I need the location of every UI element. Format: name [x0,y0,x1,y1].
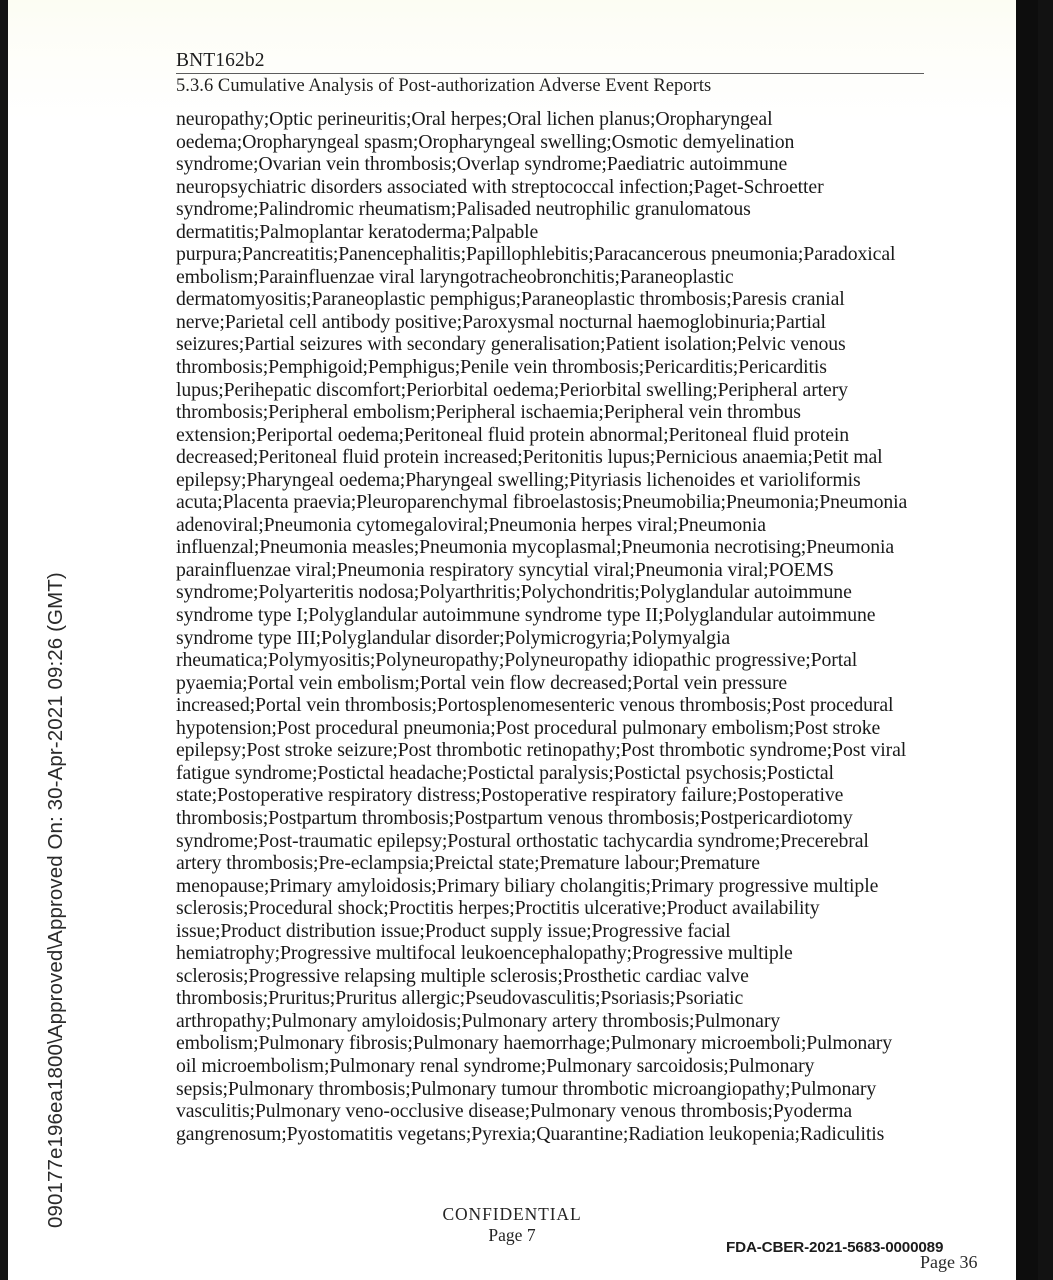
term-list-line: adenoviral;Pneumonia cytomegaloviral;Pneumonia herpes viral;Pneumonia [176,513,766,536]
approval-watermark: 090177e196ea1800\Approved\Approved On: 30-Apr-2021 09:26 (GMT) [44,572,67,1228]
term-list-line: extension;Periportal oedema;Peritoneal fluid protein abnormal;Peritoneal fluid protein [176,423,850,446]
confidential-label: CONFIDENTIAL [442,1204,582,1224]
term-list-line: issue;Product distribution issue;Product supply issue;Progressive facial [176,919,731,942]
term-list-line: fatigue syndrome;Postictal headache;Postictal paralysis;Postictal psychosis;Postictal [176,761,834,784]
term-list-line: vasculitis;Pulmonary veno-occlusive disease;Pulmonary venous thrombosis;Pyoderma [176,1100,853,1123]
term-list-line: embolism;Parainfluenzae viral laryngotracheobronchitis;Paraneoplastic [176,265,734,288]
viewer-right-edge [1016,0,1038,1280]
term-list-line: gangrenosum;Pyostomatitis vegetans;Pyrexia;Quarantine;Radiation leukopenia;Radiculitis [176,1122,885,1145]
term-list-line: state;Postoperative respiratory distress;Postoperative respiratory failure;Postoperative [176,784,844,807]
term-list-line: sclerosis;Progressive relapsing multiple sclerosis;Prosthetic cardiac valve [176,964,749,987]
term-list-line: thrombosis;Pruritus;Pruritus allergic;Pseudovasculitis;Psoriasis;Psoriatic [176,987,744,1010]
term-list-line: rheumatica;Polymyositis;Polyneuropathy;Polyneuropathy idiopathic progressive;Portal [176,649,858,672]
term-list-line: parainfluenzae viral;Pneumonia respiratory syncytial viral;Pneumonia viral;POEMS [176,558,834,581]
term-list-line: oil microembolism;Pulmonary renal syndrome;Pulmonary sarcoidosis;Pulmonary [176,1054,815,1077]
term-list-line: syndrome;Ovarian vein thrombosis;Overlap syndrome;Paediatric autoimmune [176,153,788,176]
term-list-line: syndrome;Post-traumatic epilepsy;Postural orthostatic tachycardia syndrome;Precerebral [176,829,869,852]
vertical-scrollbar-track[interactable] [1038,0,1053,1280]
term-list-line: pyaemia;Portal vein embolism;Portal vein flow decreased;Portal vein pressure [176,671,788,694]
term-list-line: dermatomyositis;Paraneoplastic pemphigus;Paraneoplastic thrombosis;Paresis cranial [176,288,845,311]
document-code: BNT162b2 [176,50,265,71]
term-list-line: acuta;Placenta praevia;Pleuroparenchymal fibroelastosis;Pneumobilia;Pneumonia;Pneumonia [176,491,908,514]
term-list-line: menopause;Primary amyloidosis;Primary biliary cholangitis;Primary progressive multiple [176,874,879,897]
term-list-line: arthropathy;Pulmonary amyloidosis;Pulmonary artery thrombosis;Pulmonary [176,1009,781,1032]
term-list-line: epilepsy;Pharyngeal oedema;Pharyngeal swelling;Pityriasis lichenoides et varioliformis [176,468,861,491]
term-list-line: thrombosis;Pemphigoid;Pemphigus;Penile vein thrombosis;Pericarditis;Pericarditis [176,356,827,379]
term-list-line: thrombosis;Postpartum thrombosis;Postpartum venous thrombosis;Postpericardiotomy [176,806,853,829]
term-list-line: oedema;Oropharyngeal spasm;Oropharyngeal swelling;Osmotic demyelination [176,130,795,153]
page-number-label: Page 7 [488,1225,536,1246]
term-list-line: dermatitis;Palmoplantar keratoderma;Palpable [176,220,539,243]
term-list-line: syndrome type I;Polyglandular autoimmune syndrome type II;Polyglandular autoimmune [176,604,876,627]
term-list-line: neuropsychiatric disorders associated with streptococcal infection;Paget-Schroetter [176,175,824,198]
term-list-line: neuropathy;Optic perineuritis;Oral herpes;Oral lichen planus;Oropharyngeal [176,108,773,130]
term-list-line: syndrome;Palindromic rheumatism;Palisaded neutrophilic granulomatous [176,198,751,221]
document-page [8,0,1016,1280]
term-list-line: sclerosis;Procedural shock;Proctitis herpes;Proctitis ulcerative;Product availability [176,897,820,920]
viewer-left-edge [0,0,8,1280]
term-list-line: epilepsy;Post stroke seizure;Post thrombotic retinopathy;Post thrombotic syndrome;Post viral [176,739,907,762]
term-list-line: nerve;Parietal cell antibody positive;Paroxysmal nocturnal haemoglobinuria;Partial [176,310,826,333]
term-list-line: hemiatrophy;Progressive multifocal leukoencephalopathy;Progressive multiple [176,942,793,965]
term-list-line: embolism;Pulmonary fibrosis;Pulmonary haemorrhage;Pulmonary microemboli;Pulmonary [176,1032,893,1055]
term-list-line: syndrome;Polyarteritis nodosa;Polyarthritis;Polychondritis;Polyglandular autoimmune [176,581,852,604]
term-list-line: purpura;Pancreatitis;Panencephalitis;Papillophlebitis;Paracancerous pneumonia;Paradoxical [176,243,896,266]
fda-bates-stamp: FDA-CBER-2021-5683-0000089 [726,1239,944,1256]
document-subtitle: 5.3.6 Cumulative Analysis of Post-authorization Adverse Event Reports [176,75,712,96]
adverse-event-term-list [176,108,936,1145]
term-list-line: hypotension;Post procedural pneumonia;Post procedural pulmonary embolism;Post stroke [176,716,881,739]
term-list-line: syndrome type III;Polyglandular disorder;Polymicrogyria;Polymyalgia [176,626,730,649]
header-divider [176,73,924,74]
term-list-line: decreased;Peritoneal fluid protein increased;Peritonitis lupus;Pernicious anaemia;Petit mal [176,446,883,469]
corner-page-label: Page 36 [920,1252,978,1272]
term-list-line: thrombosis;Peripheral embolism;Peripheral ischaemia;Peripheral vein thrombus [176,401,801,424]
document-header [176,50,924,97]
term-list-line: increased;Portal vein thrombosis;Portosplenomesenteric venous thrombosis;Post procedural [176,694,894,717]
term-list-line: sepsis;Pulmonary thrombosis;Pulmonary tumour thrombotic microangiopathy;Pulmonary [176,1077,877,1100]
term-list-line: lupus;Perihepatic discomfort;Periorbital oedema;Periorbital swelling;Peripheral artery [176,378,848,401]
term-list-line: seizures;Partial seizures with secondary generalisation;Patient isolation;Pelvic venous [176,333,846,356]
term-list-line: influenzal;Pneumonia measles;Pneumonia mycoplasmal;Pneumonia necrotising;Pneumonia [176,536,895,559]
term-list-line: artery thrombosis;Pre-eclampsia;Preictal state;Premature labour;Premature [176,852,760,875]
